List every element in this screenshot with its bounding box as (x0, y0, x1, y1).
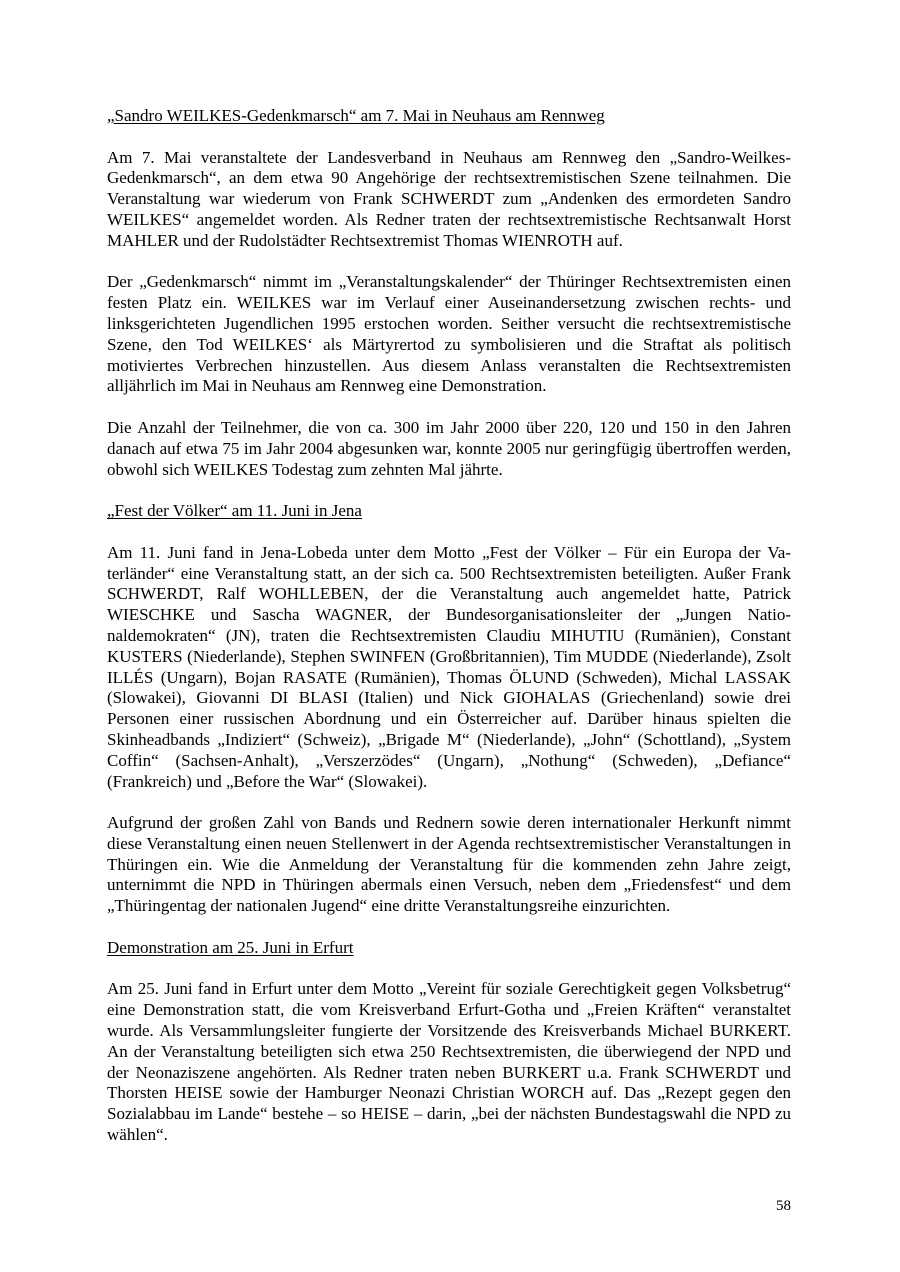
page-number: 58 (776, 1198, 791, 1214)
section-fest-der-voelker (107, 501, 791, 917)
paragraph: Am 7. Mai veranstaltete der Landesverband in Neuhaus am Rennweg den „Sandro-Weilkes-Gedenkmarsch“, an dem etwa 90 Angehörige der rechtsextremistischen Szene teilnahmen. Die Veranstaltung war wiederum von Frank SCHWERDT zum „Andenken des ermordeten Sandro WEILKES“ angemeldet worden. Als Redner traten der rechtsextremistische Rechtsanwalt Horst MAHLER und der Rudolstädter Rechtsextremist Thomas WIENROTH auf. (107, 147, 791, 250)
section-heading: Demonstration am 25. Juni in Erfurt (107, 937, 354, 957)
section-demonstration-erfurt (107, 938, 791, 1146)
paragraph: Die Anzahl der Teilnehmer, die von ca. 300 im Jahr 2000 über 220, 120 und 150 in den Jahren danach auf etwa 75 im Jahr 2004 abgesunken war, konnte 2005 nur geringfügig übertroffen werden, obwohl sich WEILKES Todestag zum zehnten Mal jährte. (107, 417, 791, 479)
section-weilkes-gedenkmarsch (107, 106, 791, 480)
paragraph: Am 25. Juni fand in Erfurt unter dem Motto „Vereint für soziale Gerechtigkeit gegen Volksbetrug“ eine Demonstration statt, die vom Kreisverband Erfurt-Gotha und „Freien Kräften“ veranstaltet wurde. Als Versammlungsleiter fungierte der Vorsitzende des Kreisverbands Michael BURKERT. An der Veranstaltung beteiligten sich etwa 250 Rechtsextremisten, die überwiegend der NPD und der Neonaziszene angehörten. Als Redner traten neben BURKERT u.a. Frank SCHWERDT und Thorsten HEISE sowie der Hamburger Neonazi Christian WORCH auf. Das „Rezept gegen den Sozialabbau im Lande“ bestehe – so HEISE – darin, „bei der nächsten Bundestagswahl die NPD zu wählen“. (107, 979, 791, 1145)
paragraph: Am 11. Juni fand in Jena-Lobeda unter dem Motto „Fest der Völker – Für ein Europa der Vaterländer“ eine Veranstaltung statt, an der sich ca. 500 Rechtsextremisten beteiligten. Außer Frank SCHWERDT, Ralf WOHLLEBEN, der die Veranstaltung auch angemeldet hatte, Patrick WIESCHKE und Sascha WAGNER, der Bundesorganisationsleiter der „Jungen Nationaldemokraten“ (JN), traten die Rechtsextremisten Claudiu MIHUTIU (Rumänien), Constant KUSTERS (Niederlande), Stephen SWINFEN (Großbritannien), Tim MUDDE (Niederlande), Zsolt ILLÉS (Ungarn), Bojan RASATE (Rumänien), Thomas ÖLUND (Schweden), Michal LASSAK (Slowakei), Giovanni DI BLASI (Italien) und Nick GIOHALAS (Griechenland) sowie drei Personen einer russischen Abordnung und ein Österreicher auf. Darüber hinaus spielten die Skinheadbands „Indiziert“ (Schweiz), „Brigade M“ (Niederlande), „John“ (Schottland), „System Coffin“ (Sachsen-Anhalt), „Verszerzödes“ (Ungarn), „Nothung“ (Schweden), „Defiance“ (Frankreich) und „Before the War“ (Slowakei). (107, 542, 791, 791)
document-page (107, 106, 791, 1167)
section-heading: „Sandro WEILKES-Gedenkmarsch“ am 7. Mai in Neuhaus am Rennweg (107, 106, 605, 125)
paragraph: Aufgrund der großen Zahl von Bands und Rednern sowie deren internationaler Herkunft nimmt diese Veranstaltung einen neuen Stellenwert in der Agenda rechtsextremistischer Veranstaltungen in Thüringen ein. Wie die Anmeldung der Veranstaltung für die kommenden zehn Jahre zeigt, unternimmt die NPD in Thüringen abermals einen Versuch, neben dem „Friedensfest“ und dem „Thüringentag der nationalen Jugend“ eine dritte Veranstaltungsreihe einzurichten. (107, 813, 791, 916)
paragraph: Der „Gedenkmarsch“ nimmt im „Veranstaltungskalender“ der Thüringer Rechtsextremisten einen festen Platz ein. WEILKES war im Verlauf einer Auseinandersetzung zwischen rechts- und linksgerichteten Jugendlichen 1995 erstochen worden. Seither versucht die rechtsextremistische Szene, den Tod WEILKES‘ als Märtyrertod zu symbolisieren und die Straftat als politisch motiviertes Verbrechen hinzustellen. Aus diesem Anlass veranstalten die Rechtsextremisten alljährlich im Mai in Neuhaus am Rennweg eine Demonstration. (107, 272, 791, 396)
section-heading: „Fest der Völker“ am 11. Juni in Jena (107, 501, 362, 521)
